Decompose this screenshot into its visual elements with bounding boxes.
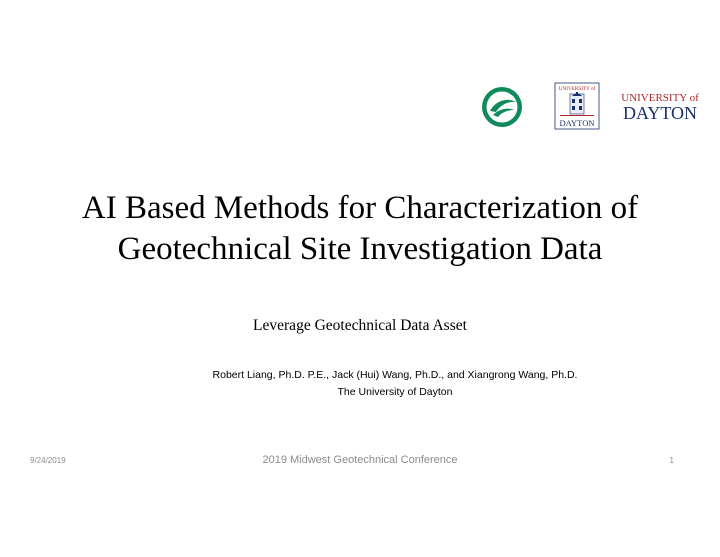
ud-seal-top-text: UNIVERSITY of: [558, 86, 596, 92]
slide-title: [20, 188, 700, 270]
ud-wordmark-top-text: UNIVERSITY of: [621, 92, 699, 104]
slide-title-line-2: Geotechnical Site Investigation Data: [117, 231, 603, 267]
ud-seal-logo: [554, 82, 600, 130]
footer-conference: 2019 Midwest Geotechnical Conference: [262, 454, 458, 466]
ud-wordmark-bottom-text: DAYTON: [622, 103, 698, 123]
odot-logo-icon: [479, 85, 525, 129]
footer-page-number: 1: [669, 456, 674, 465]
slide-subtitle: Leverage Geotechnical Data Asset: [253, 317, 467, 334]
author-names: Robert Liang, Ph.D. P.E., Jack (Hui) Wang, Ph.D., and Xiangrong Wang, Ph.D.: [212, 369, 578, 381]
author-affiliation: The University of Dayton: [337, 386, 453, 398]
footer-date: 9/24/2019: [30, 456, 66, 465]
ud-seal-bottom-text: DAYTON: [559, 118, 595, 128]
ud-wordmark-logo: [621, 88, 699, 124]
slide-title-line-1: AI Based Methods for Characterization of: [81, 190, 639, 226]
author-block: [120, 367, 670, 401]
